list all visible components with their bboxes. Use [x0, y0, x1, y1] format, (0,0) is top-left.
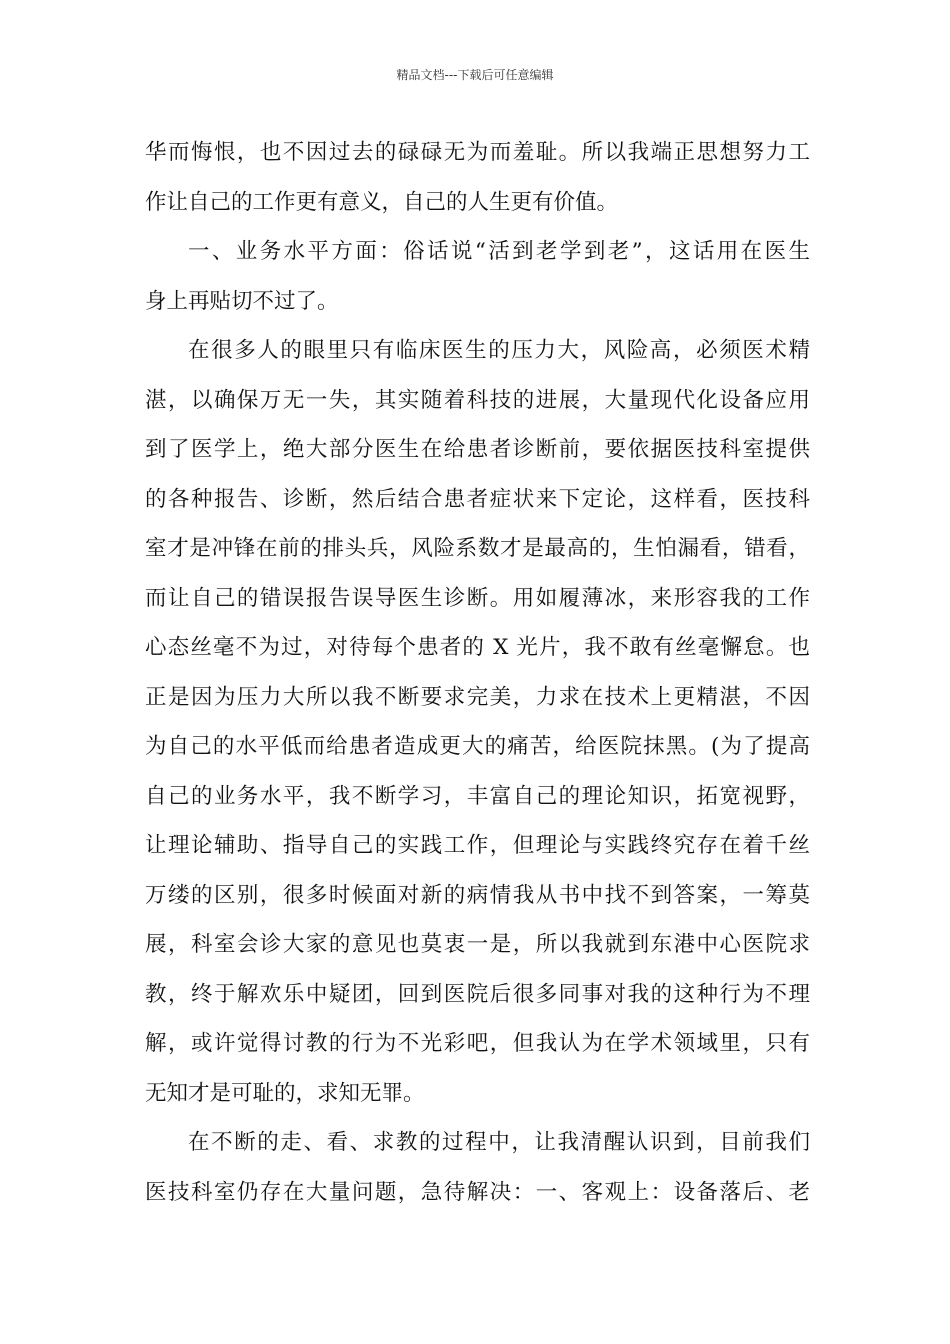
text-line: 让理论辅助、指导自己的实践工作，但理论与实践终究存在着千丝 [145, 833, 810, 858]
text-line: 无知才是可耻的，求知无罪。 [145, 1080, 425, 1106]
text-line: 为自己的水平低而给患者造成更大的痛苦，给医院抹黑。(为了提高 [145, 734, 810, 759]
text-line: 在很多人的眼里只有临床医生的压力大，风险高，必须医术精 [188, 338, 810, 363]
text-line: 华而悔恨，也不因过去的碌碌无为而羞耻。所以我端正思想努力工 [145, 140, 810, 165]
text-line: 一、业务水平方面：俗话说“活到老学到老”，这话用在医生 [188, 239, 810, 264]
text-line: 的各种报告、诊断，然后结合患者症状来下定论，这样看，医技科 [145, 486, 810, 512]
text-line: 室才是冲锋在前的排头兵，风险系数才是最高的，生怕漏看，错看， [145, 536, 810, 561]
text-line: 医技科室仍存在大量问题，急待解决：一、客观上：设备落后、老 [145, 1179, 810, 1205]
text-line: 而让自己的错误报告误导医生诊断。用如履薄冰，来形容我的工作 [145, 585, 810, 611]
text-line: 作让自己的工作更有意义，自己的人生更有价值。 [145, 189, 619, 215]
page-header: 精品文档---下载后可任意编辑 [396, 68, 554, 82]
text-line: 自己的业务水平，我不断学习，丰富自己的理论知识，拓宽视野， [145, 783, 810, 809]
text-line: 在不断的走、看、求教的过程中，让我清醒认识到，目前我们 [188, 1130, 810, 1155]
text-line: 身上再贴切不过了。 [145, 288, 339, 314]
text-line: 心态丝毫不为过，对待每个患者的 X 光片，我不敢有丝毫懈怠。也 [145, 635, 810, 660]
text-line: 万缕的区别，很多时候面对新的病情我从书中找不到答案，一筹莫 [145, 882, 810, 908]
text-line: 教，终于解欢乐中疑团，回到医院后很多同事对我的这种行为不理 [145, 981, 810, 1007]
text-line: 解，或许觉得讨教的行为不光彩吧，但我认为在学术领域里，只有 [145, 1031, 810, 1056]
text-line: 展，科室会诊大家的意见也莫衷一是，所以我就到东港中心医院求 [145, 932, 810, 957]
text-line: 到了医学上，绝大部分医生在给患者诊断前，要依据医技科室提供 [145, 437, 810, 462]
text-line: 正是因为压力大所以我不断要求完美，力求在技术上更精湛，不因 [145, 684, 810, 710]
document-body [145, 128, 810, 1217]
text-line: 湛，以确保万无一失，其实随着科技的进展，大量现代化设备应用 [145, 387, 810, 413]
